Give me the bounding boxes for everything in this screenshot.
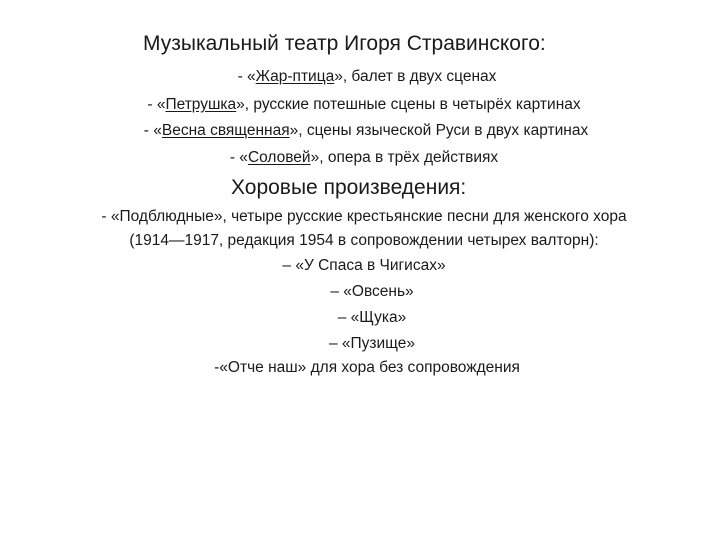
item-description: », опера в трёх действиях — [310, 149, 499, 166]
theater-work-item — [0, 68, 720, 86]
song-item: – «Овсень» — [330, 283, 414, 300]
choral-intro-line: (1914—1917, редакция 1954 в сопровождении четырех валторн): — [129, 232, 599, 249]
work-title-link[interactable]: Весна священная — [161, 122, 290, 139]
item-prefix: - « — [229, 149, 248, 166]
page-title: Музыкальный театр Игоря Стравинского: — [143, 32, 546, 55]
item-prefix: - « — [147, 96, 166, 113]
work-title-link[interactable]: Петрушка — [165, 96, 237, 113]
choral-intro-line: - «Подблюдные», четыре русские крестьянские песни для женского хора — [101, 208, 627, 225]
section-heading: Хоровые произведения: — [231, 176, 467, 199]
song-item: – «Пузище» — [328, 335, 416, 352]
item-description: », балет в двух сценах — [334, 68, 497, 85]
item-prefix: - « — [143, 122, 162, 139]
song-item: – «У Спаса в Чигисах» — [282, 257, 446, 274]
item-description: », русские потешные сцены в четырёх картинах — [236, 96, 581, 113]
theater-work-item — [0, 122, 720, 140]
theater-work-item — [0, 149, 720, 167]
choral-work-item: -«Отче наш» для хора без сопровождения — [214, 359, 520, 376]
item-prefix: - « — [237, 68, 256, 85]
song-item: – «Щука» — [337, 309, 407, 326]
theater-work-item — [0, 96, 720, 114]
work-title-link[interactable]: Соловей — [247, 149, 311, 166]
work-title-link[interactable]: Жар-птица — [255, 68, 335, 85]
item-description: », сцены языческой Руси в двух картинах — [289, 122, 589, 139]
